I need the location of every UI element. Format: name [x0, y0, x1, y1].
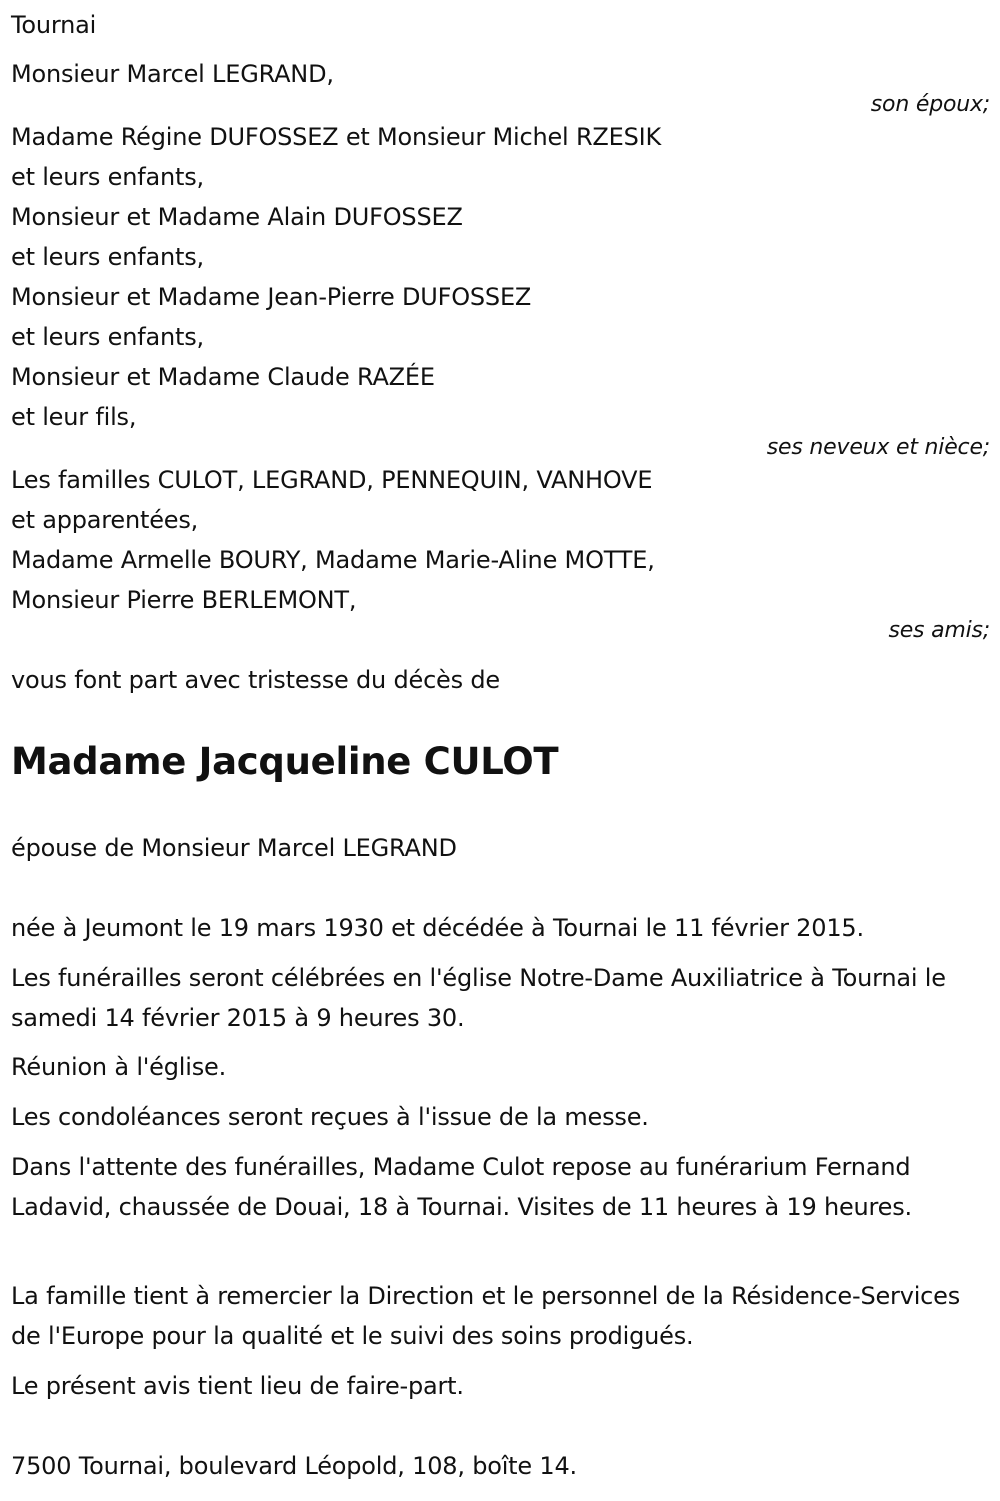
city-header: Tournai — [11, 11, 97, 39]
deceased-name: Madame Jacqueline CULOT — [11, 740, 559, 783]
family-line: et leurs enfants, — [11, 323, 204, 351]
announcement-intro: vous font part avec tristesse du décès de — [11, 666, 500, 694]
address: 7500 Tournai, boulevard Léopold, 108, boîte 14. — [11, 1452, 577, 1480]
condolences-info: Les condoléances seront reçues à l'issue de la messe. — [11, 1103, 649, 1131]
notice-info: Le présent avis tient lieu de faire-part. — [11, 1372, 464, 1400]
family-line: Les familles CULOT, LEGRAND, PENNEQUIN, VANHOVE — [11, 466, 653, 494]
spouse-line: épouse de Monsieur Marcel LEGRAND — [11, 834, 457, 862]
funeral-info: Les funérailles seront célébrées en l'église Notre-Dame Auxiliatrice à Tournai le samedi 14 février 2015 à 9 heures 30. — [11, 964, 946, 1032]
relation-label: ses amis; — [888, 618, 990, 643]
family-line: Monsieur et Madame Alain DUFOSSEZ — [11, 203, 463, 231]
visitation-info: Dans l'attente des funérailles, Madame Culot repose au funérarium Fernand Ladavid, chaussée de Douai, 18 à Tournai. Visites de 11 heures à 19 heures. — [11, 1153, 912, 1221]
family-line: Monsieur et Madame Claude RAZÉE — [11, 363, 435, 391]
relation-label: son époux; — [870, 92, 990, 117]
family-line: et leurs enfants, — [11, 163, 204, 191]
family-group-nephews — [11, 117, 990, 463]
family-line: et leurs enfants, — [11, 243, 204, 271]
thanks-info: La famille tient à remercier la Direction et le personnel de la Résidence-Services de l'Europe pour la qualité et le suivi des soins prodigués. — [11, 1282, 961, 1350]
family-line: Monsieur Marcel LEGRAND, — [11, 60, 334, 88]
family-line: Madame Régine DUFOSSEZ et Monsieur Michel RZESIK — [11, 123, 662, 151]
family-line: Madame Armelle BOURY, Madame Marie-Aline MOTTE, — [11, 546, 655, 574]
family-line: Monsieur et Madame Jean-Pierre DUFOSSEZ — [11, 283, 532, 311]
family-line: et leur fils, — [11, 403, 137, 431]
family-group-spouse — [11, 54, 990, 120]
family-group-friends — [11, 460, 990, 646]
meeting-info: Réunion à l'église. — [11, 1053, 227, 1081]
family-line: Monsieur Pierre BERLEMONT, — [11, 586, 357, 614]
birth-death-info: née à Jeumont le 19 mars 1930 et décédée à Tournai le 11 février 2015. — [11, 914, 864, 942]
family-line: et apparentées, — [11, 506, 199, 534]
relation-label: ses neveux et nièce; — [766, 435, 990, 460]
